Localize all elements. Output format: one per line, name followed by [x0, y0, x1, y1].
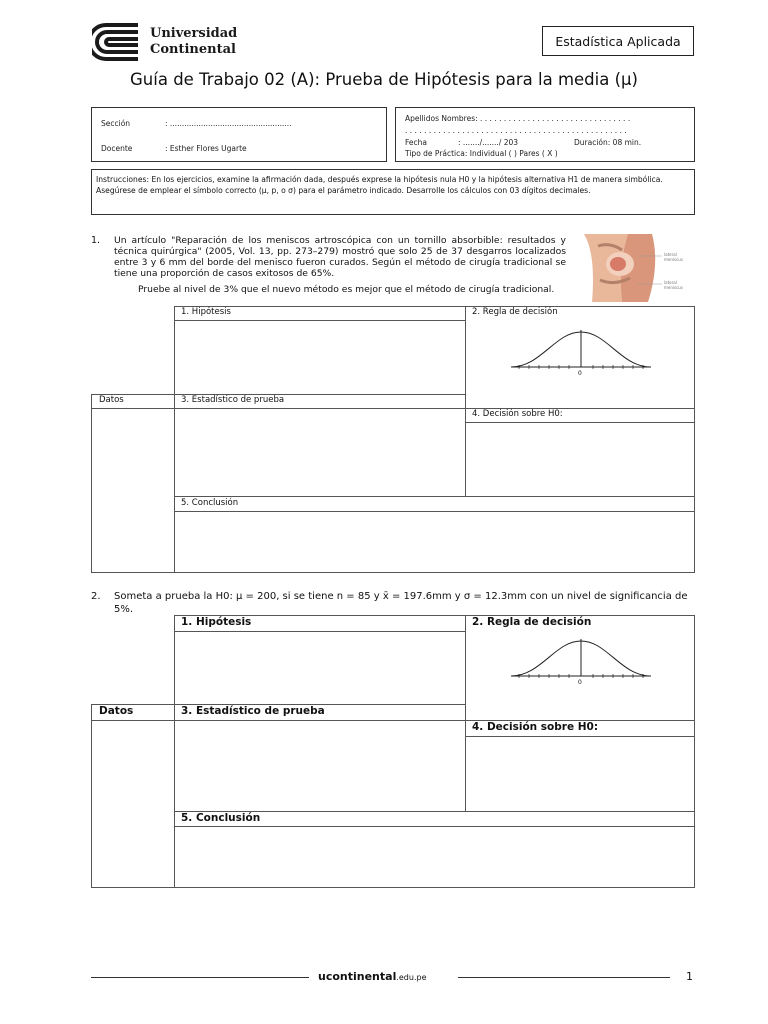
- logo-text-line2: Continental: [150, 42, 236, 57]
- question-2-text: Someta a prueba la H0: μ = 200, si se tiene n = 85 y x̄ = 197.6mm y σ = 12.3mm con un nivel de significancia de 5%.: [114, 591, 688, 615]
- apellidos-dots: . . . . . . . . . . . . . . . . . . . . . . . . . . . . . . . . . . . . . . . . . . . . . . .: [405, 126, 627, 135]
- hipotesis-header-2: 1. Hipótesis: [181, 616, 252, 628]
- instructions-box: [91, 169, 695, 215]
- regla-decision-header: 2. Regla de decisión: [472, 307, 558, 317]
- hipotesis-header: 1. Hipótesis: [181, 307, 231, 317]
- estadistico-header-2: 3. Estadístico de prueba: [181, 705, 325, 717]
- footer-site-domain: .edu.pe: [396, 973, 427, 982]
- datos-header: Datos: [99, 395, 124, 405]
- knee-image-icon: [578, 234, 694, 302]
- info-section-box: [91, 107, 387, 162]
- regla-decision-header-2: 2. Regla de decisión: [472, 616, 592, 628]
- curve-zero-label: 0: [578, 370, 582, 377]
- logo-text-line1: Universidad: [150, 26, 238, 41]
- photo-label-2: lateral meniscus: [664, 280, 683, 290]
- estadistico-header: 3. Estadístico de prueba: [181, 395, 285, 405]
- decision-header: 4. Decisión sobre H0:: [472, 409, 563, 419]
- normal-curve-q1: [509, 326, 653, 384]
- duracion-text: Duración: 08 min.: [574, 138, 642, 147]
- docente-label: Docente: [101, 144, 133, 153]
- knee-photo: [578, 234, 694, 302]
- question-1-text: Un artículo "Reparación de los meniscos artroscópica con un tornillo absorbible: resultados y técnica quirúrgica" (2005, Vol. 13, pp. 273–279) mostró que solo 25 de 37 desgarros localizados entre 3 y 6 mm del borde del menisco fueron curados. Según el método de cirugía tradicional se tiene una proporción de casos exitosos de 65%.: [114, 235, 566, 279]
- decision-header-2: 4. Decisión sobre H0:: [472, 721, 599, 733]
- question-2-number: 2.: [91, 591, 101, 602]
- student-info-box: [395, 107, 695, 162]
- footer-divider-right: [458, 977, 670, 978]
- photo-label-1: lateral meniscus: [664, 252, 683, 262]
- question-1-number: 1.: [91, 235, 101, 246]
- course-name: Estadística Aplicada: [542, 26, 694, 56]
- tipo-practica: Tipo de Práctica: Individual ( ) Pares ( X ): [405, 149, 558, 158]
- fecha-label: Fecha: [405, 138, 427, 147]
- footer-site-name: ucontinental: [318, 970, 397, 983]
- question-1-text2: Pruebe al nivel de 3% que el nuevo método es mejor que el método de cirugía tradicional.: [138, 284, 555, 295]
- fecha-field[interactable]: : ......./......./ 203: [458, 138, 519, 147]
- seccion-field[interactable]: : ...................................................: [165, 119, 292, 128]
- apellidos-field[interactable]: Apellidos Nombres: . . . . . . . . . . . . . . . . . . . . . . . . . . . . . . . .: [405, 114, 631, 123]
- conclusion-header-2: 5. Conclusión: [181, 812, 261, 824]
- docente-value: : Esther Flores Ugarte: [165, 144, 247, 153]
- instructions-text: Instrucciones: En los ejercicios, examine la afirmación dada, después exprese la hipótesis nula H0 y la hipótesis alternativa H1 de manera simbólica. Asegúrese de emplear el símbolo correcto (μ, p, o σ) para el parámetro indicado. Desarrolle los cálculos con 03 dígitos decimales.: [96, 175, 663, 195]
- question-2-worksheet: [91, 615, 695, 888]
- page-title: Guía de Trabajo 02 (A): Prueba de Hipótesis para la media (μ): [130, 70, 638, 89]
- page-number: 1: [686, 970, 693, 983]
- footer-site[interactable]: [318, 970, 427, 983]
- normal-curve-q2: [509, 635, 653, 693]
- question-1-worksheet: [91, 306, 695, 573]
- datos-header-2: Datos: [99, 705, 134, 717]
- seccion-label: Sección: [101, 119, 131, 128]
- university-logo: [92, 22, 142, 62]
- curve-zero-label-2: 0: [578, 679, 582, 686]
- footer-divider-left: [91, 977, 309, 978]
- logo-mark-icon: [92, 22, 142, 62]
- conclusion-header: 5. Conclusión: [181, 498, 239, 508]
